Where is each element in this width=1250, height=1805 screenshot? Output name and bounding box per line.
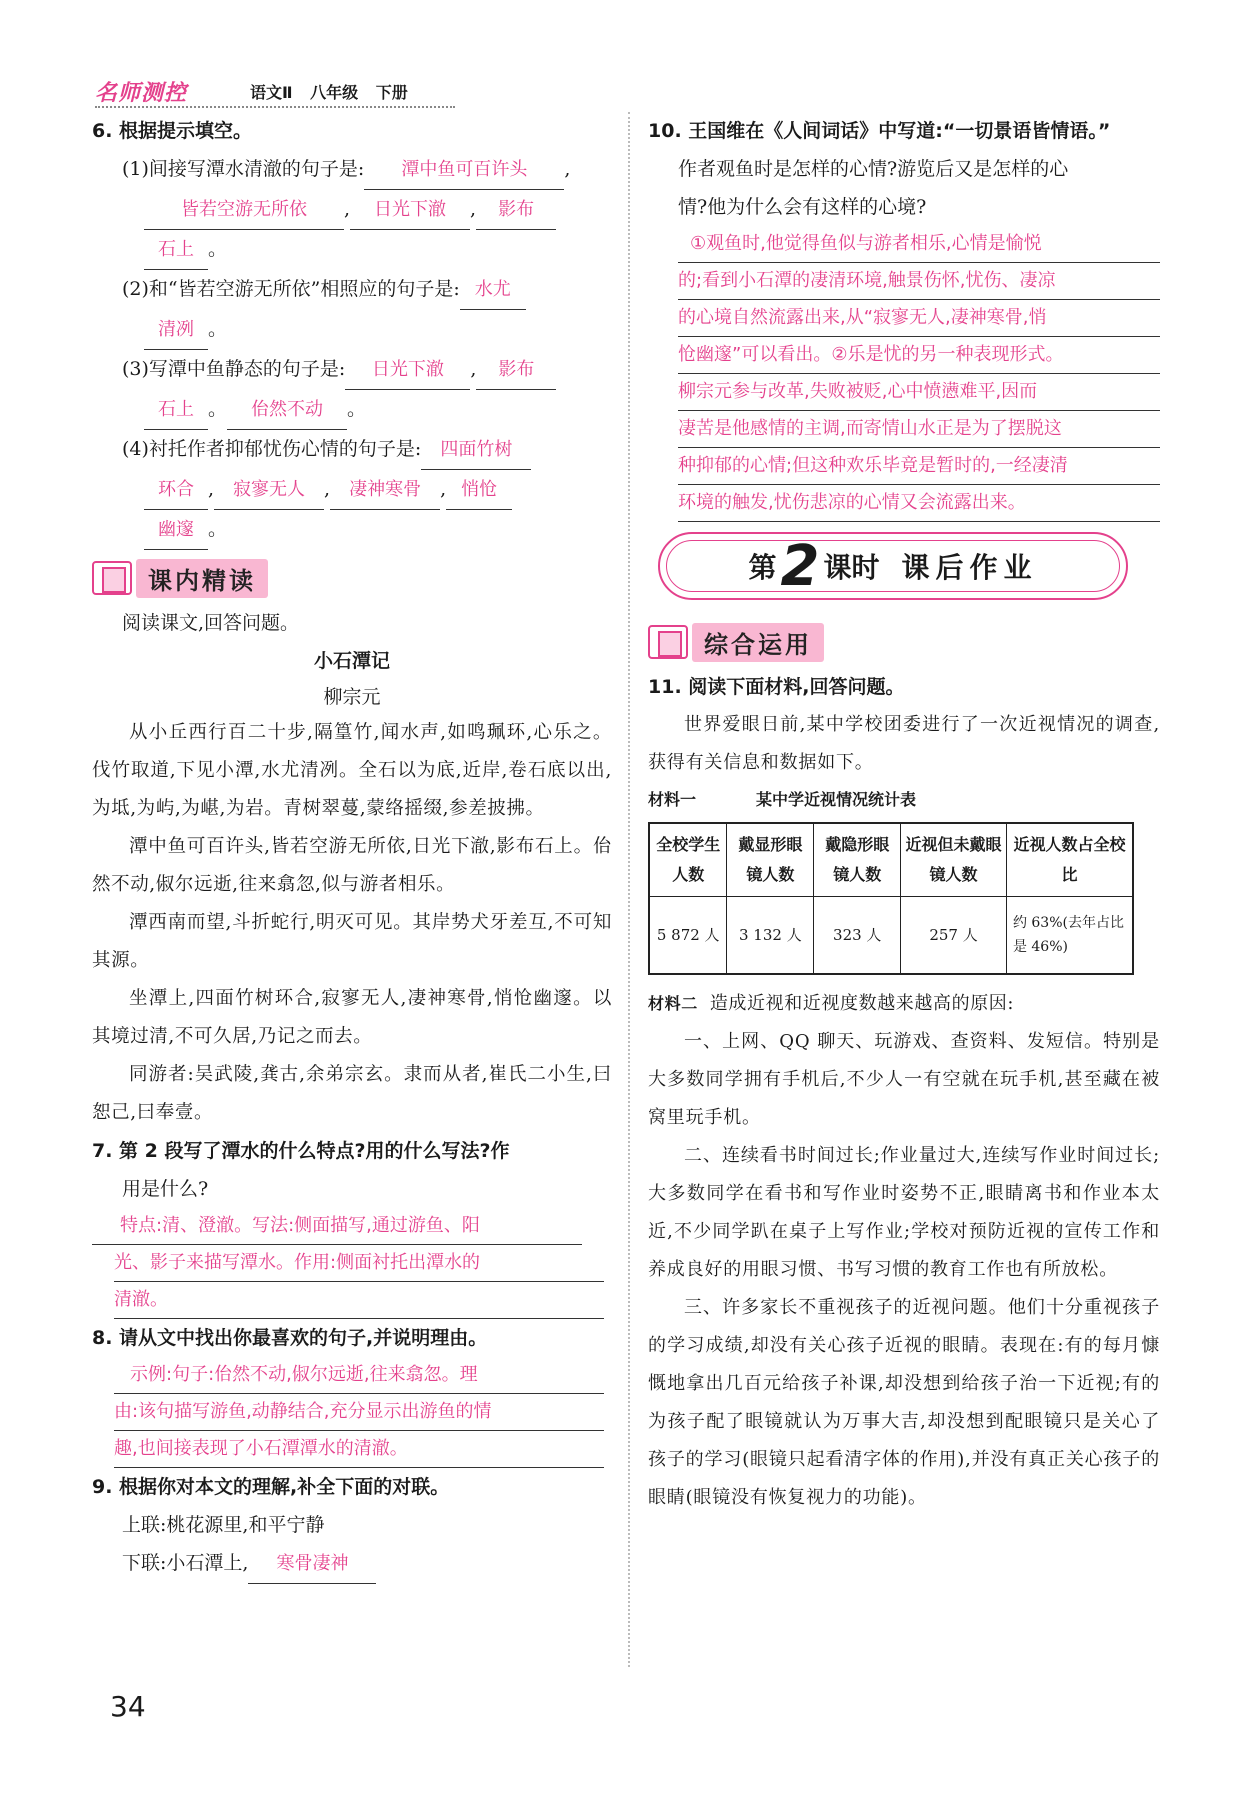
material-two-paragraph: 二、连续看书时间过长;作业量过大,连续写作业时间过长;大多数同学在看书和写作业时姿势不正,眼睛离书和作业本太近,不少同学趴在桌子上写作业;学校对预防近视的宣传工作和养成良好的用眼习惯、书写习惯的教育工作也有所放松。	[648, 1145, 1160, 1280]
q6-part1-end: 石上 。	[92, 230, 612, 270]
myopia-stats-table	[648, 822, 1134, 975]
q10-stem: 10. 王国维在《人间词话》中写道:“一切景语皆情语。”	[648, 120, 1111, 142]
q6-part3: (3)写潭中鱼静态的句子是: 日光下澈 , 影布	[92, 350, 612, 390]
q8-answer-line: 示例:句子:佁然不动,俶尔远逝,往来翕忽。理	[114, 1357, 604, 1394]
answer-blank: 皆若空游无所依	[144, 191, 344, 230]
table-cell: 5 872 人	[649, 897, 727, 975]
answer-blank: 四面竹树	[421, 431, 531, 470]
q6-part2: (2)和“皆若空游无所依”相照应的句子是: 水尤	[92, 270, 612, 310]
q10-answer-line: 环境的触发,忧伤悲凉的心情又会流露出来。	[678, 485, 1160, 522]
q7-answer-line: 光、影子来描写潭水。作用:侧面衬托出潭水的	[114, 1245, 604, 1282]
q11-intro: 世界爱眼日前,某中学校团委进行了一次近视情况的调查,获得有关信息和数据如下。	[648, 714, 1160, 773]
q6-part4-end: 幽邃 。	[92, 510, 612, 550]
q6-part2-end: 清冽 。	[92, 310, 612, 350]
q10-answer-line: 怆幽邃”可以看出。②乐是忧的另一种表现形式。	[678, 337, 1160, 374]
table-header: 近视但未戴眼镜人数	[901, 823, 1007, 897]
q7-answer-line: 特点:清、澄澈。写法:侧面描写,通过游鱼、阳	[92, 1208, 582, 1245]
volume: 下册	[375, 83, 408, 102]
right-column	[648, 112, 1160, 1517]
answer-blank: 影布	[476, 351, 556, 390]
read-instruction: 阅读课文,回答问题。	[122, 612, 300, 634]
q6-part4: (4)衬托作者抑郁忧伤心情的句子是: 四面竹树	[92, 430, 612, 470]
passage-paragraph: 坐潭上,四面竹树环合,寂寥无人,凄神寒骨,悄怆幽邃。以其境过清,不可久居,乃记之而去。	[92, 988, 612, 1047]
table-cell: 323 人	[814, 897, 901, 975]
book-icon	[648, 625, 688, 659]
q10-answer-line: 柳宗元参与改革,失败被贬,心中愤懑难平,因而	[678, 374, 1160, 411]
answer-blank: 寂寥无人	[214, 471, 324, 510]
q7-answer-line: 清澈。	[114, 1282, 604, 1319]
answer-blank: 幽邃	[144, 511, 208, 550]
passage-paragraph: 从小丘西行百二十步,隔篁竹,闻水声,如鸣珮环,心乐之。伐竹取道,下见小潭,水尤清冽。全石以为底,近岸,卷石底以出,为坻,为屿,为嵁,为岩。青树翠蔓,蒙络摇缀,参差披拂。	[92, 722, 612, 819]
table-title: 某中学近视情况统计表	[756, 790, 917, 809]
grade: 八年级	[310, 83, 359, 102]
section-tag-read: 课内精读	[92, 558, 268, 598]
q10-answer-line: 的;看到小石潭的凄清环境,触景伤怀,忧伤、凄凉	[678, 263, 1160, 300]
material-one-heading: 材料一 某中学近视情况统计表	[648, 790, 917, 809]
lesson-number: 2	[780, 533, 820, 599]
material-two-paragraph: 三、许多家长不重视孩子的近视问题。他们十分重视孩子的学习成绩,却没有关心孩子近视的眼睛。表现在:有的每月慷慨地拿出几百元给孩子补课,却没想到给孩子治一下近视;有的为孩子配了眼镜就认为万事大吉,却没想到配眼镜只是关心了孩子的学习(眼镜只起看清字体的作用),并没有真正关心孩子的眼睛(眼镜没有恢复视力的功能)。	[648, 1297, 1160, 1508]
answer-blank: 石上	[144, 231, 208, 270]
book-meta	[250, 80, 420, 103]
answer-blank: 悄怆	[446, 471, 512, 510]
answer-blank: 清冽	[144, 311, 208, 350]
answer-blank: 佁然不动	[227, 391, 347, 430]
passage-author: 柳宗元	[323, 686, 381, 708]
q11-stem: 11. 阅读下面材料,回答问题。	[648, 676, 905, 698]
q8-answer-line: 由:该句描写游鱼,动静结合,充分显示出游鱼的情	[114, 1394, 604, 1431]
q10-answer-line: 凄苦是他感情的主调,而寄情山水正是为了摆脱这	[678, 411, 1160, 448]
page-number: 34	[110, 1690, 146, 1723]
lesson-banner: 第 2 课时 课后作业	[658, 532, 1128, 600]
q7-stem-cont: 用是什么?	[122, 1178, 209, 1200]
page-header	[95, 76, 455, 108]
answer-blank: 寒骨凄神	[248, 1545, 376, 1584]
q6-part3-end: 石上 。 佁然不动 。	[92, 390, 612, 430]
section-tag-apply: 综合运用	[648, 622, 824, 662]
answer-blank: 水尤	[460, 271, 526, 310]
q10-stem-cont: 情?他为什么会有这样的心境?	[678, 196, 927, 218]
q10-stem-cont: 作者观鱼时是怎样的心情?游览后又是怎样的心	[678, 158, 1069, 180]
q9-stem: 9. 根据你对本文的理解,补全下面的对联。	[92, 1476, 450, 1498]
q9-upper-couplet: 上联:桃花源里,和平宁静	[122, 1514, 325, 1536]
answer-blank: 潭中鱼可百许头	[364, 151, 564, 190]
material-two-heading: 材料二 造成近视和近视度数越来越高的原因:	[648, 993, 1015, 1014]
q6-part1-cont: 皆若空游无所依 , 日光下澈 , 影布	[92, 190, 612, 230]
q9-lower-couplet: 下联:小石潭上, 寒骨凄神	[92, 1544, 612, 1584]
answer-blank: 环合	[144, 471, 208, 510]
table-cell: 3 132 人	[727, 897, 814, 975]
q10-answer-line: ①观鱼时,他觉得鱼似与游者相乐,心情是愉悦	[678, 226, 1160, 263]
lesson-title: 课后作业	[901, 551, 1038, 584]
q6-part1: (1)间接写潭水清澈的句子是: 潭中鱼可百许头 ,	[92, 150, 612, 190]
answer-blank: 日光下澈	[345, 351, 470, 390]
table-header: 戴隐形眼镜人数	[814, 823, 901, 897]
column-divider	[628, 112, 630, 1667]
passage-title: 小石潭记	[313, 650, 390, 672]
answer-blank: 影布	[476, 191, 556, 230]
answer-blank: 凄神寒骨	[330, 471, 440, 510]
passage-paragraph: 同游者:吴武陵,龚古,余弟宗玄。隶而从者,崔氏二小生,曰恕己,曰奉壹。	[92, 1064, 612, 1123]
table-row	[649, 897, 1133, 975]
q10-answer-line: 种抑郁的心情;但这种欢乐毕竟是暂时的,一经凄清	[678, 448, 1160, 485]
q8-answer-line: 趣,也间接表现了小石潭潭水的清澈。	[114, 1431, 604, 1468]
q8-stem: 8. 请从文中找出你最喜欢的句子,并说明理由。	[92, 1327, 488, 1349]
answer-blank: 日光下澈	[350, 191, 470, 230]
left-column	[92, 112, 612, 1584]
passage-paragraph: 潭中鱼可百许头,皆若空游无所依,日光下澈,影布石上。佁然不动,俶尔远逝,往来翕忽,似与游者相乐。	[92, 836, 612, 895]
table-header: 戴显形眼镜人数	[727, 823, 814, 897]
material-two-paragraph: 一、上网、QQ 聊天、玩游戏、查资料、发短信。特别是大多数同学拥有手机后,不少人一有空就在玩手机,甚至藏在被窝里玩手机。	[648, 1031, 1160, 1128]
book-icon	[92, 561, 132, 595]
q6-stem: 6. 根据提示填空。	[92, 120, 253, 142]
passage-paragraph: 潭西南而望,斗折蛇行,明灭可见。其岸势犬牙差互,不可知其源。	[92, 912, 612, 971]
q7-stem: 7. 第 2 段写了潭水的什么特点?用的什么写法?作	[92, 1140, 510, 1162]
brand-logo: 名师测控	[95, 81, 188, 106]
answer-blank: 石上	[144, 391, 208, 430]
subject: 语文Ⅱ	[250, 83, 293, 102]
table-header: 近视人数占全校比	[1006, 823, 1133, 897]
q6-part4-cont: 环合 , 寂寥无人 , 凄神寒骨 , 悄怆	[92, 470, 612, 510]
table-cell: 约 63%(去年占比是 46%)	[1006, 897, 1133, 975]
table-header: 全校学生人数	[649, 823, 727, 897]
table-cell: 257 人	[901, 897, 1007, 975]
q10-answer-line: 的心境自然流露出来,从“寂寥无人,凄神寒骨,悄	[678, 300, 1160, 337]
